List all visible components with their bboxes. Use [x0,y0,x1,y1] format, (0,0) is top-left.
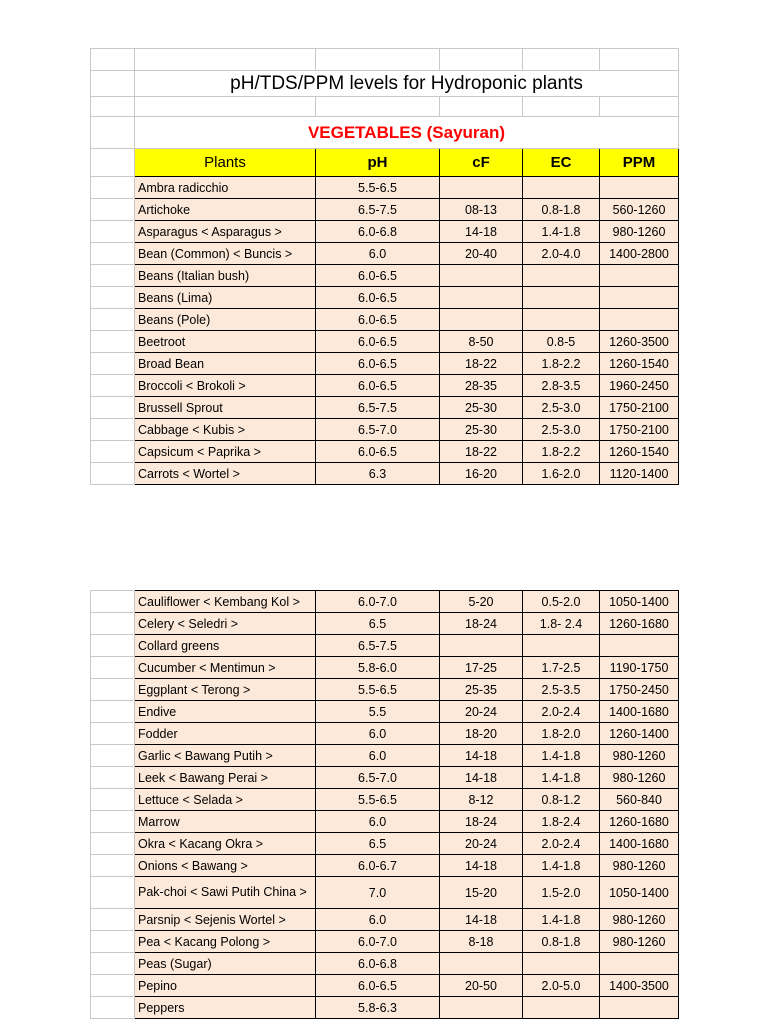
table-row [91,419,679,441]
header-ph: pH [316,149,440,177]
table-row [91,931,679,953]
ph-cell: 6.0 [316,909,440,931]
header-ppm: PPM [600,149,679,177]
cf-cell [440,997,523,1019]
table-row [91,265,679,287]
ec-cell: 2.0-2.4 [523,833,600,855]
table-row [91,177,679,199]
ppm-cell: 560-840 [600,789,679,811]
ph-cell: 6.0-6.5 [316,331,440,353]
ppm-cell: 1260-1400 [600,723,679,745]
table-row [91,635,679,657]
title-row [91,71,679,97]
cf-cell [440,265,523,287]
cf-cell: 20-24 [440,701,523,723]
table-row [91,441,679,463]
ppm-cell: 560-1260 [600,199,679,221]
ppm-cell: 980-1260 [600,767,679,789]
table-row [91,679,679,701]
cf-cell: 14-18 [440,221,523,243]
ph-cell: 6.0-6.8 [316,953,440,975]
table-row [91,221,679,243]
header-plants: Plants [135,149,316,177]
table-row [91,723,679,745]
table-row [91,309,679,331]
ec-cell: 1.8-2.2 [523,353,600,375]
ph-cell: 6.0-6.5 [316,975,440,997]
table-row [91,199,679,221]
cf-cell: 18-22 [440,353,523,375]
ppm-cell: 980-1260 [600,745,679,767]
table-row [91,243,679,265]
plant-name-cell: Beans (Pole) [135,309,316,331]
ppm-cell [600,635,679,657]
ph-cell: 6.0 [316,243,440,265]
ec-cell: 2.0-5.0 [523,975,600,997]
cf-cell [440,309,523,331]
ph-cell: 5.8-6.0 [316,657,440,679]
ppm-cell: 1260-3500 [600,331,679,353]
plant-name-cell: Beans (Italian bush) [135,265,316,287]
cf-cell [440,287,523,309]
table-row [91,657,679,679]
ec-cell: 0.8-5 [523,331,600,353]
ppm-cell: 1400-2800 [600,243,679,265]
plant-name-cell: Carrots < Wortel > [135,463,316,485]
plant-name-cell: Artichoke [135,199,316,221]
cf-cell: 16-20 [440,463,523,485]
header-row [91,149,679,177]
ppm-cell: 1190-1750 [600,657,679,679]
spreadsheet-top [90,48,679,485]
ph-cell: 6.3 [316,463,440,485]
ec-cell: 1.4-1.8 [523,909,600,931]
ppm-cell [600,997,679,1019]
ppm-cell [600,953,679,975]
cf-cell: 18-24 [440,613,523,635]
ec-cell: 1.8-2.4 [523,811,600,833]
ppm-cell [600,309,679,331]
ppm-cell: 1260-1540 [600,353,679,375]
ppm-cell: 1050-1400 [600,591,679,613]
cf-cell: 14-18 [440,767,523,789]
plant-name-cell: Endive [135,701,316,723]
plant-name-cell: Okra < Kacang Okra > [135,833,316,855]
ppm-cell: 1120-1400 [600,463,679,485]
table-row [91,353,679,375]
ec-cell: 1.4-1.8 [523,745,600,767]
ec-cell [523,953,600,975]
table-row [91,953,679,975]
ec-cell: 1.7-2.5 [523,657,600,679]
blank-row [91,97,679,117]
ec-cell: 2.0-2.4 [523,701,600,723]
ph-cell: 6.0-7.0 [316,591,440,613]
cf-cell: 5-20 [440,591,523,613]
ppm-cell [600,177,679,199]
plant-name-cell: Asparagus < Asparagus > [135,221,316,243]
ec-cell: 1.8-2.2 [523,441,600,463]
plant-name-cell: Celery < Seledri > [135,613,316,635]
ph-cell: 6.0 [316,745,440,767]
ppm-cell: 1750-2450 [600,679,679,701]
ppm-cell: 980-1260 [600,221,679,243]
cf-cell: 18-22 [440,441,523,463]
ph-cell: 6.0-6.5 [316,353,440,375]
ppm-cell: 1400-1680 [600,833,679,855]
plant-name-cell: Marrow [135,811,316,833]
ec-cell: 1.4-1.8 [523,767,600,789]
plant-name-cell: Garlic < Bawang Putih > [135,745,316,767]
table-row [91,811,679,833]
ec-cell: 2.5-3.0 [523,397,600,419]
plant-name-cell: Onions < Bawang > [135,855,316,877]
cf-cell [440,635,523,657]
category-title: VEGETABLES (Sayuran) [135,117,679,149]
plant-name-cell: Peas (Sugar) [135,953,316,975]
ph-cell: 6.0-6.7 [316,855,440,877]
table-row [91,375,679,397]
ph-cell: 5.5-6.5 [316,679,440,701]
cf-cell: 8-50 [440,331,523,353]
ec-cell [523,177,600,199]
ppm-cell: 980-1260 [600,855,679,877]
plant-name-cell: Parsnip < Sejenis Wortel > [135,909,316,931]
ppm-cell [600,287,679,309]
plant-name-cell: Pak-choi < Sawi Putih China > [135,877,316,909]
ph-cell: 6.5-7.5 [316,397,440,419]
ph-cell: 5.5-6.5 [316,177,440,199]
ec-cell: 0.8-1.2 [523,789,600,811]
plant-name-cell: Ambra radicchio [135,177,316,199]
ec-cell: 0.5-2.0 [523,591,600,613]
cf-cell: 15-20 [440,877,523,909]
table-row [91,975,679,997]
ph-cell: 6.0-6.5 [316,375,440,397]
plant-name-cell: Lettuce < Selada > [135,789,316,811]
table-row [91,789,679,811]
ph-cell: 6.0-7.0 [316,931,440,953]
table-row [91,767,679,789]
plant-name-cell: Leek < Bawang Perai > [135,767,316,789]
ec-cell [523,635,600,657]
ph-cell: 6.5-7.5 [316,199,440,221]
cf-cell: 18-20 [440,723,523,745]
ph-cell: 6.5-7.0 [316,419,440,441]
table-row [91,397,679,419]
ppm-cell: 1400-3500 [600,975,679,997]
cf-cell: 25-30 [440,419,523,441]
cf-cell: 14-18 [440,855,523,877]
ec-cell: 2.5-3.5 [523,679,600,701]
ppm-cell: 1750-2100 [600,419,679,441]
plant-name-cell: Brussell Sprout [135,397,316,419]
table-row [91,833,679,855]
cf-cell: 18-24 [440,811,523,833]
ph-cell: 6.0-6.5 [316,309,440,331]
cf-cell: 25-35 [440,679,523,701]
ec-cell: 2.0-4.0 [523,243,600,265]
plant-name-cell: Pepino [135,975,316,997]
plant-name-cell: Peppers [135,997,316,1019]
ec-cell: 2.5-3.0 [523,419,600,441]
header-cf: cF [440,149,523,177]
ec-cell: 1.4-1.8 [523,221,600,243]
ppm-cell: 1260-1680 [600,811,679,833]
ppm-cell: 1050-1400 [600,877,679,909]
plant-name-cell: Broad Bean [135,353,316,375]
cf-cell: 25-30 [440,397,523,419]
plant-name-cell: Cucumber < Mentimun > [135,657,316,679]
ec-cell: 1.8-2.0 [523,723,600,745]
plant-name-cell: Collard greens [135,635,316,657]
ec-cell [523,997,600,1019]
ec-cell [523,309,600,331]
ph-cell: 6.0-6.5 [316,287,440,309]
spreadsheet-bottom [90,590,679,1019]
plant-name-cell: Cauliflower < Kembang Kol > [135,591,316,613]
plant-name-cell: Bean (Common) < Buncis > [135,243,316,265]
cf-cell: 20-24 [440,833,523,855]
ppm-cell: 1260-1680 [600,613,679,635]
ec-cell: 1.4-1.8 [523,855,600,877]
table-row [91,701,679,723]
plant-name-cell: Capsicum < Paprika > [135,441,316,463]
ec-cell: 0.8-1.8 [523,199,600,221]
ppm-cell: 1750-2100 [600,397,679,419]
cf-cell [440,953,523,975]
ppm-cell [600,265,679,287]
table-row [91,877,679,909]
ph-cell: 6.0 [316,811,440,833]
ec-cell: 1.8- 2.4 [523,613,600,635]
ec-cell: 0.8-1.8 [523,931,600,953]
ec-cell [523,287,600,309]
table-row [91,909,679,931]
ppm-cell: 1960-2450 [600,375,679,397]
table-row [91,855,679,877]
ph-cell: 6.5 [316,613,440,635]
ph-cell: 6.5 [316,833,440,855]
cf-cell: 14-18 [440,909,523,931]
cf-cell: 14-18 [440,745,523,767]
cf-cell: 17-25 [440,657,523,679]
table-row [91,287,679,309]
cf-cell: 28-35 [440,375,523,397]
table-row [91,997,679,1019]
plant-name-cell: Beans (Lima) [135,287,316,309]
cf-cell [440,177,523,199]
ppm-cell: 980-1260 [600,909,679,931]
table-row [91,591,679,613]
ppm-cell: 980-1260 [600,931,679,953]
page-title: pH/TDS/PPM levels for Hydroponic plants [135,71,679,97]
ph-cell: 6.0-6.5 [316,265,440,287]
ph-cell: 6.0 [316,723,440,745]
cf-cell: 20-40 [440,243,523,265]
plant-name-cell: Eggplant < Terong > [135,679,316,701]
ph-cell: 5.5 [316,701,440,723]
ec-cell [523,265,600,287]
cf-cell: 08-13 [440,199,523,221]
ec-cell: 1.5-2.0 [523,877,600,909]
plant-name-cell: Pea < Kacang Polong > [135,931,316,953]
plant-name-cell: Fodder [135,723,316,745]
header-ec: EC [523,149,600,177]
ph-cell: 7.0 [316,877,440,909]
table-row [91,331,679,353]
cf-cell: 20-50 [440,975,523,997]
table-row [91,463,679,485]
ph-cell: 5.5-6.5 [316,789,440,811]
ph-cell: 6.5-7.5 [316,635,440,657]
plant-name-cell: Cabbage < Kubis > [135,419,316,441]
plant-name-cell: Beetroot [135,331,316,353]
cf-cell: 8-18 [440,931,523,953]
category-row [91,117,679,149]
ppm-cell: 1400-1680 [600,701,679,723]
ec-cell: 1.6-2.0 [523,463,600,485]
ec-cell: 2.8-3.5 [523,375,600,397]
ph-cell: 6.0-6.8 [316,221,440,243]
ph-cell: 6.5-7.0 [316,767,440,789]
ph-cell: 5.8-6.3 [316,997,440,1019]
table-row [91,613,679,635]
ph-cell: 6.0-6.5 [316,441,440,463]
blank-row [91,49,679,71]
cf-cell: 8-12 [440,789,523,811]
table-row [91,745,679,767]
plant-name-cell: Broccoli < Brokoli > [135,375,316,397]
ppm-cell: 1260-1540 [600,441,679,463]
